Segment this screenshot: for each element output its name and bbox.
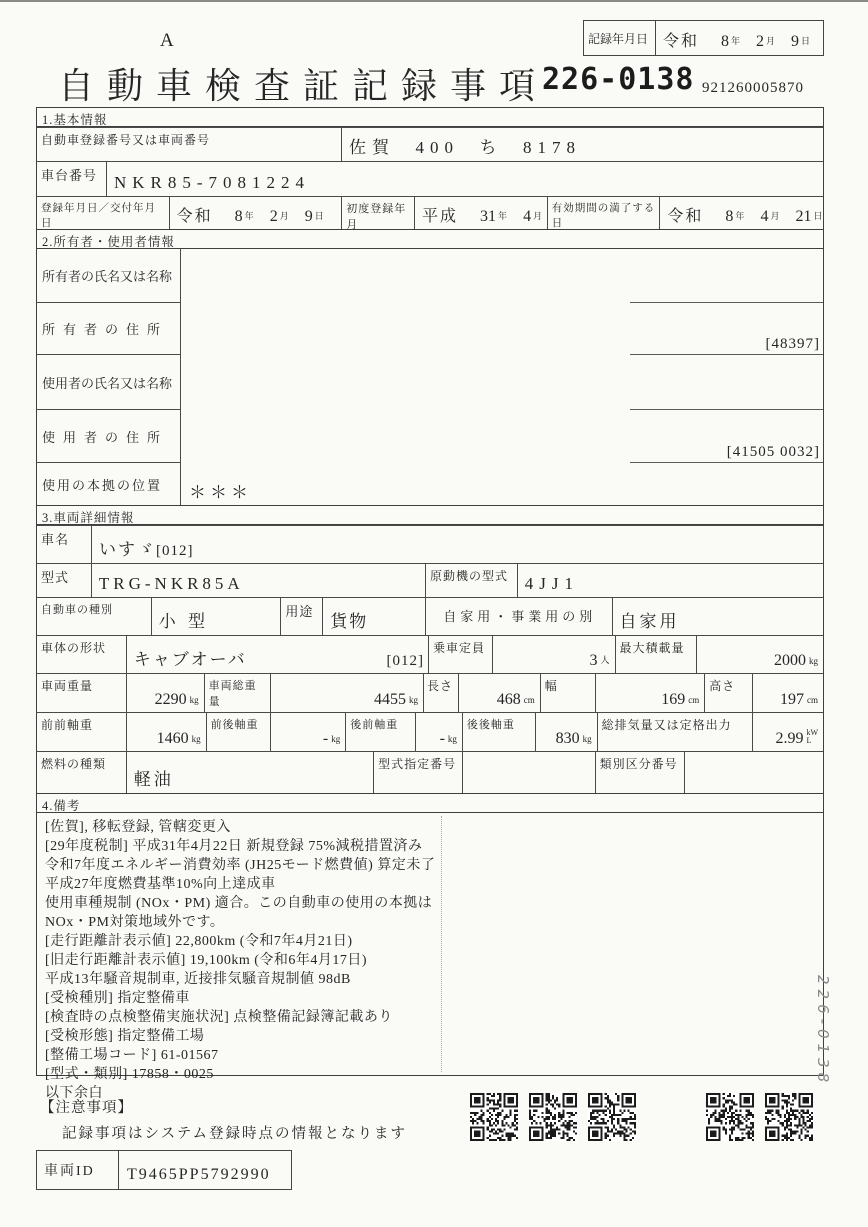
model-label: 型式 bbox=[41, 570, 70, 585]
use-value: 貨物 bbox=[322, 598, 425, 635]
fuel-type-label: 燃料の種類 bbox=[41, 757, 107, 771]
vehicle-id-box bbox=[36, 1150, 292, 1190]
section4-heading: 4.備考 bbox=[37, 794, 823, 813]
engine-model-value: 4JJ1 bbox=[517, 564, 823, 597]
axle-front-front-label: 前前軸重 bbox=[41, 718, 94, 732]
first-registration-value: 平成 31 年 4 月 bbox=[414, 197, 547, 229]
record-date-box bbox=[583, 20, 824, 56]
max-load-value: 2000 kg bbox=[696, 636, 823, 673]
remark-line: [検査時の点検整備実施状況] 点検整備記録簿記載あり bbox=[45, 1010, 393, 1025]
notice-body: 記録事項はシステム登録時点の情報となります bbox=[62, 1126, 408, 1142]
remark-line: [走行距離計表示値] 22,800km (令和7年4月21日) bbox=[45, 934, 353, 949]
axle-rear-rear-value: 830 kg bbox=[535, 713, 597, 751]
body-shape-value: キャブオーバ [012] bbox=[126, 636, 428, 673]
chassis-number-label: 車台番号 bbox=[41, 168, 98, 183]
displacement-label: 総排気量又は定格出力 bbox=[597, 713, 753, 751]
qr-code bbox=[588, 1093, 636, 1141]
base-location-label: 使用の本拠の位置 bbox=[37, 463, 181, 505]
remark-line: [型式・類別] 17858・0025 bbox=[45, 1067, 214, 1082]
type-designation-value bbox=[462, 752, 595, 793]
remark-line: [受検形態] 指定整備工場 bbox=[45, 1029, 205, 1044]
displacement-value: 2.99 kW L bbox=[752, 713, 823, 751]
remark-line: [旧走行距離計表示値] 19,100km (令和6年4月17日) bbox=[45, 953, 368, 968]
max-load-label: 最大積載量 bbox=[615, 636, 697, 673]
fuel-type-value: 軽油 bbox=[126, 752, 373, 793]
user-name-label: 使用者の氏名又は名称 bbox=[37, 355, 181, 410]
remark-line: [29年度税制] 平成31年4月22日 新規登録 75%減税措置済み bbox=[45, 839, 423, 854]
length-label: 長さ bbox=[423, 674, 458, 712]
axle-front-rear-value: - kg bbox=[270, 713, 345, 751]
page-mark: A bbox=[160, 30, 174, 51]
section3-heading: 3.車両詳細情報 bbox=[37, 506, 823, 525]
width-value: 169 cm bbox=[595, 674, 705, 712]
qr-code bbox=[529, 1093, 577, 1141]
remark-line: 令和7年度エネルギー消費効率 (JH25モード燃費値) 算定未了 bbox=[45, 858, 436, 873]
height-label: 高さ bbox=[704, 674, 752, 712]
owner-address-label: 所有者の住所 bbox=[37, 303, 181, 355]
remark-line: 平成27年度燃費基準10%向上達成車 bbox=[45, 877, 276, 892]
use-label: 用途 bbox=[280, 598, 322, 635]
axle-front-front-value: 1460 kg bbox=[126, 713, 206, 751]
qr-code-group-left bbox=[470, 1093, 636, 1141]
displacement-unit: kW L bbox=[806, 728, 818, 745]
first-registration-label: 初度登録年月 bbox=[341, 197, 414, 229]
page-title: 自動車検査証記録事項 bbox=[58, 66, 549, 106]
notice-title: 【注意事項】 bbox=[40, 1100, 133, 1116]
remark-line: 使用車種規制 (NOx・PM) 適合。この自動車の使用の本拠はNOx・PM対策地域外です。 bbox=[45, 896, 433, 930]
chassis-number-value: NKR85-7081224 bbox=[106, 162, 314, 196]
engine-model-label: 原動機の型式 bbox=[425, 564, 517, 597]
body-shape-code: [012] bbox=[386, 653, 424, 669]
section1-heading: 1.基本情報 bbox=[37, 108, 823, 127]
remark-line: [整備工場コード] 61-01567 bbox=[45, 1048, 219, 1063]
model-value: TRG-NKR85A bbox=[91, 564, 425, 597]
plate-number-value: 佐賀 400 ち 8178 bbox=[341, 128, 585, 161]
car-name-code: [012] bbox=[156, 543, 194, 559]
axle-rear-front-label: 後前軸重 bbox=[345, 713, 415, 751]
registration-date-value: 令和 8 年 2 月 9 日 bbox=[169, 197, 342, 229]
base-location-value: ＊＊＊ bbox=[189, 483, 252, 502]
class-number-value bbox=[684, 752, 823, 793]
type-designation-label: 型式指定番号 bbox=[373, 752, 462, 793]
record-date-label: 記録年月日 bbox=[584, 21, 656, 55]
car-name-value: いすゞ [012] bbox=[91, 526, 198, 563]
owner-address-value: [48397] bbox=[181, 303, 823, 355]
class-number-label: 類別区分番号 bbox=[595, 752, 685, 793]
capacity-value: 3 人 bbox=[492, 636, 615, 673]
vehicle-kind-value: 小 型 bbox=[151, 598, 281, 635]
remarks-text bbox=[45, 818, 443, 1103]
gross-weight-label: 車両総重量 bbox=[204, 674, 271, 712]
gross-weight-value: 4455 kg bbox=[270, 674, 423, 712]
expiry-date-value: 令和 8 年 4 月 21 日 bbox=[659, 197, 823, 229]
qr-code bbox=[765, 1093, 813, 1141]
section-vehicle-details bbox=[36, 505, 824, 794]
vehicle-id-value: T9465PP5792990 bbox=[127, 1166, 271, 1183]
qr-code-group-right bbox=[706, 1093, 813, 1141]
car-name-label: 車名 bbox=[41, 532, 70, 547]
serial-number: 921260005870 bbox=[702, 80, 804, 96]
vehicle-weight-value: 2290 kg bbox=[126, 674, 204, 712]
record-date-value: 令和 8 年 2 月 9 日 bbox=[663, 33, 811, 50]
remark-line: [受検種別] 指定整備車 bbox=[45, 991, 190, 1006]
document-code: 226-0138 bbox=[542, 62, 695, 97]
expiry-date-label: 有効期間の満了する日 bbox=[547, 197, 660, 229]
plate-number-label: 自動車登録番号又は車両番号 bbox=[41, 133, 211, 147]
private-business-label: 自家用・事業用の別 bbox=[425, 598, 612, 635]
axle-front-rear-label: 前後軸重 bbox=[206, 713, 271, 751]
remark-line: 平成13年騒音規制車, 近接排気騒音規制値 98dB bbox=[45, 972, 351, 987]
user-name-value bbox=[181, 355, 823, 410]
body-shape-label: 車体の形状 bbox=[41, 641, 107, 655]
private-business-value: 自家用 bbox=[612, 598, 823, 635]
length-value: 468 cm bbox=[458, 674, 540, 712]
owner-name-label: 所有者の氏名又は名称 bbox=[37, 249, 181, 303]
remark-line: [佐賀], 移転登録, 管轄変更入 bbox=[45, 820, 231, 835]
vehicle-kind-label: 自動車の種別 bbox=[41, 604, 113, 616]
axle-rear-rear-label: 後後軸重 bbox=[462, 713, 535, 751]
capacity-label: 乗車定員 bbox=[428, 636, 492, 673]
registration-date-label: 登録年月日／交付年月日 bbox=[41, 203, 156, 229]
height-value: 197 cm bbox=[752, 674, 823, 712]
axle-rear-front-value: - kg bbox=[415, 713, 462, 751]
width-label: 幅 bbox=[540, 674, 595, 712]
user-address-value: [41505 0032] bbox=[181, 410, 823, 463]
section2-heading: 2.所有者・使用者情報 bbox=[37, 230, 823, 249]
fold-dotted-line bbox=[441, 816, 442, 1072]
section-basic-info bbox=[36, 107, 824, 230]
vehicle-weight-label: 車両重量 bbox=[41, 679, 94, 693]
qr-code bbox=[706, 1093, 754, 1141]
owner-name-value bbox=[181, 249, 823, 303]
vehicle-id-label: 車両ID bbox=[37, 1151, 119, 1189]
qr-code bbox=[470, 1093, 518, 1141]
remark-line: 以下余白 bbox=[45, 1086, 103, 1101]
handwritten-code: 226-0138 bbox=[814, 975, 832, 1088]
section-owner-user-info bbox=[36, 229, 824, 506]
scan-edge-artifact bbox=[0, 0, 868, 2]
user-address-label: 使用者の住所 bbox=[37, 410, 181, 463]
